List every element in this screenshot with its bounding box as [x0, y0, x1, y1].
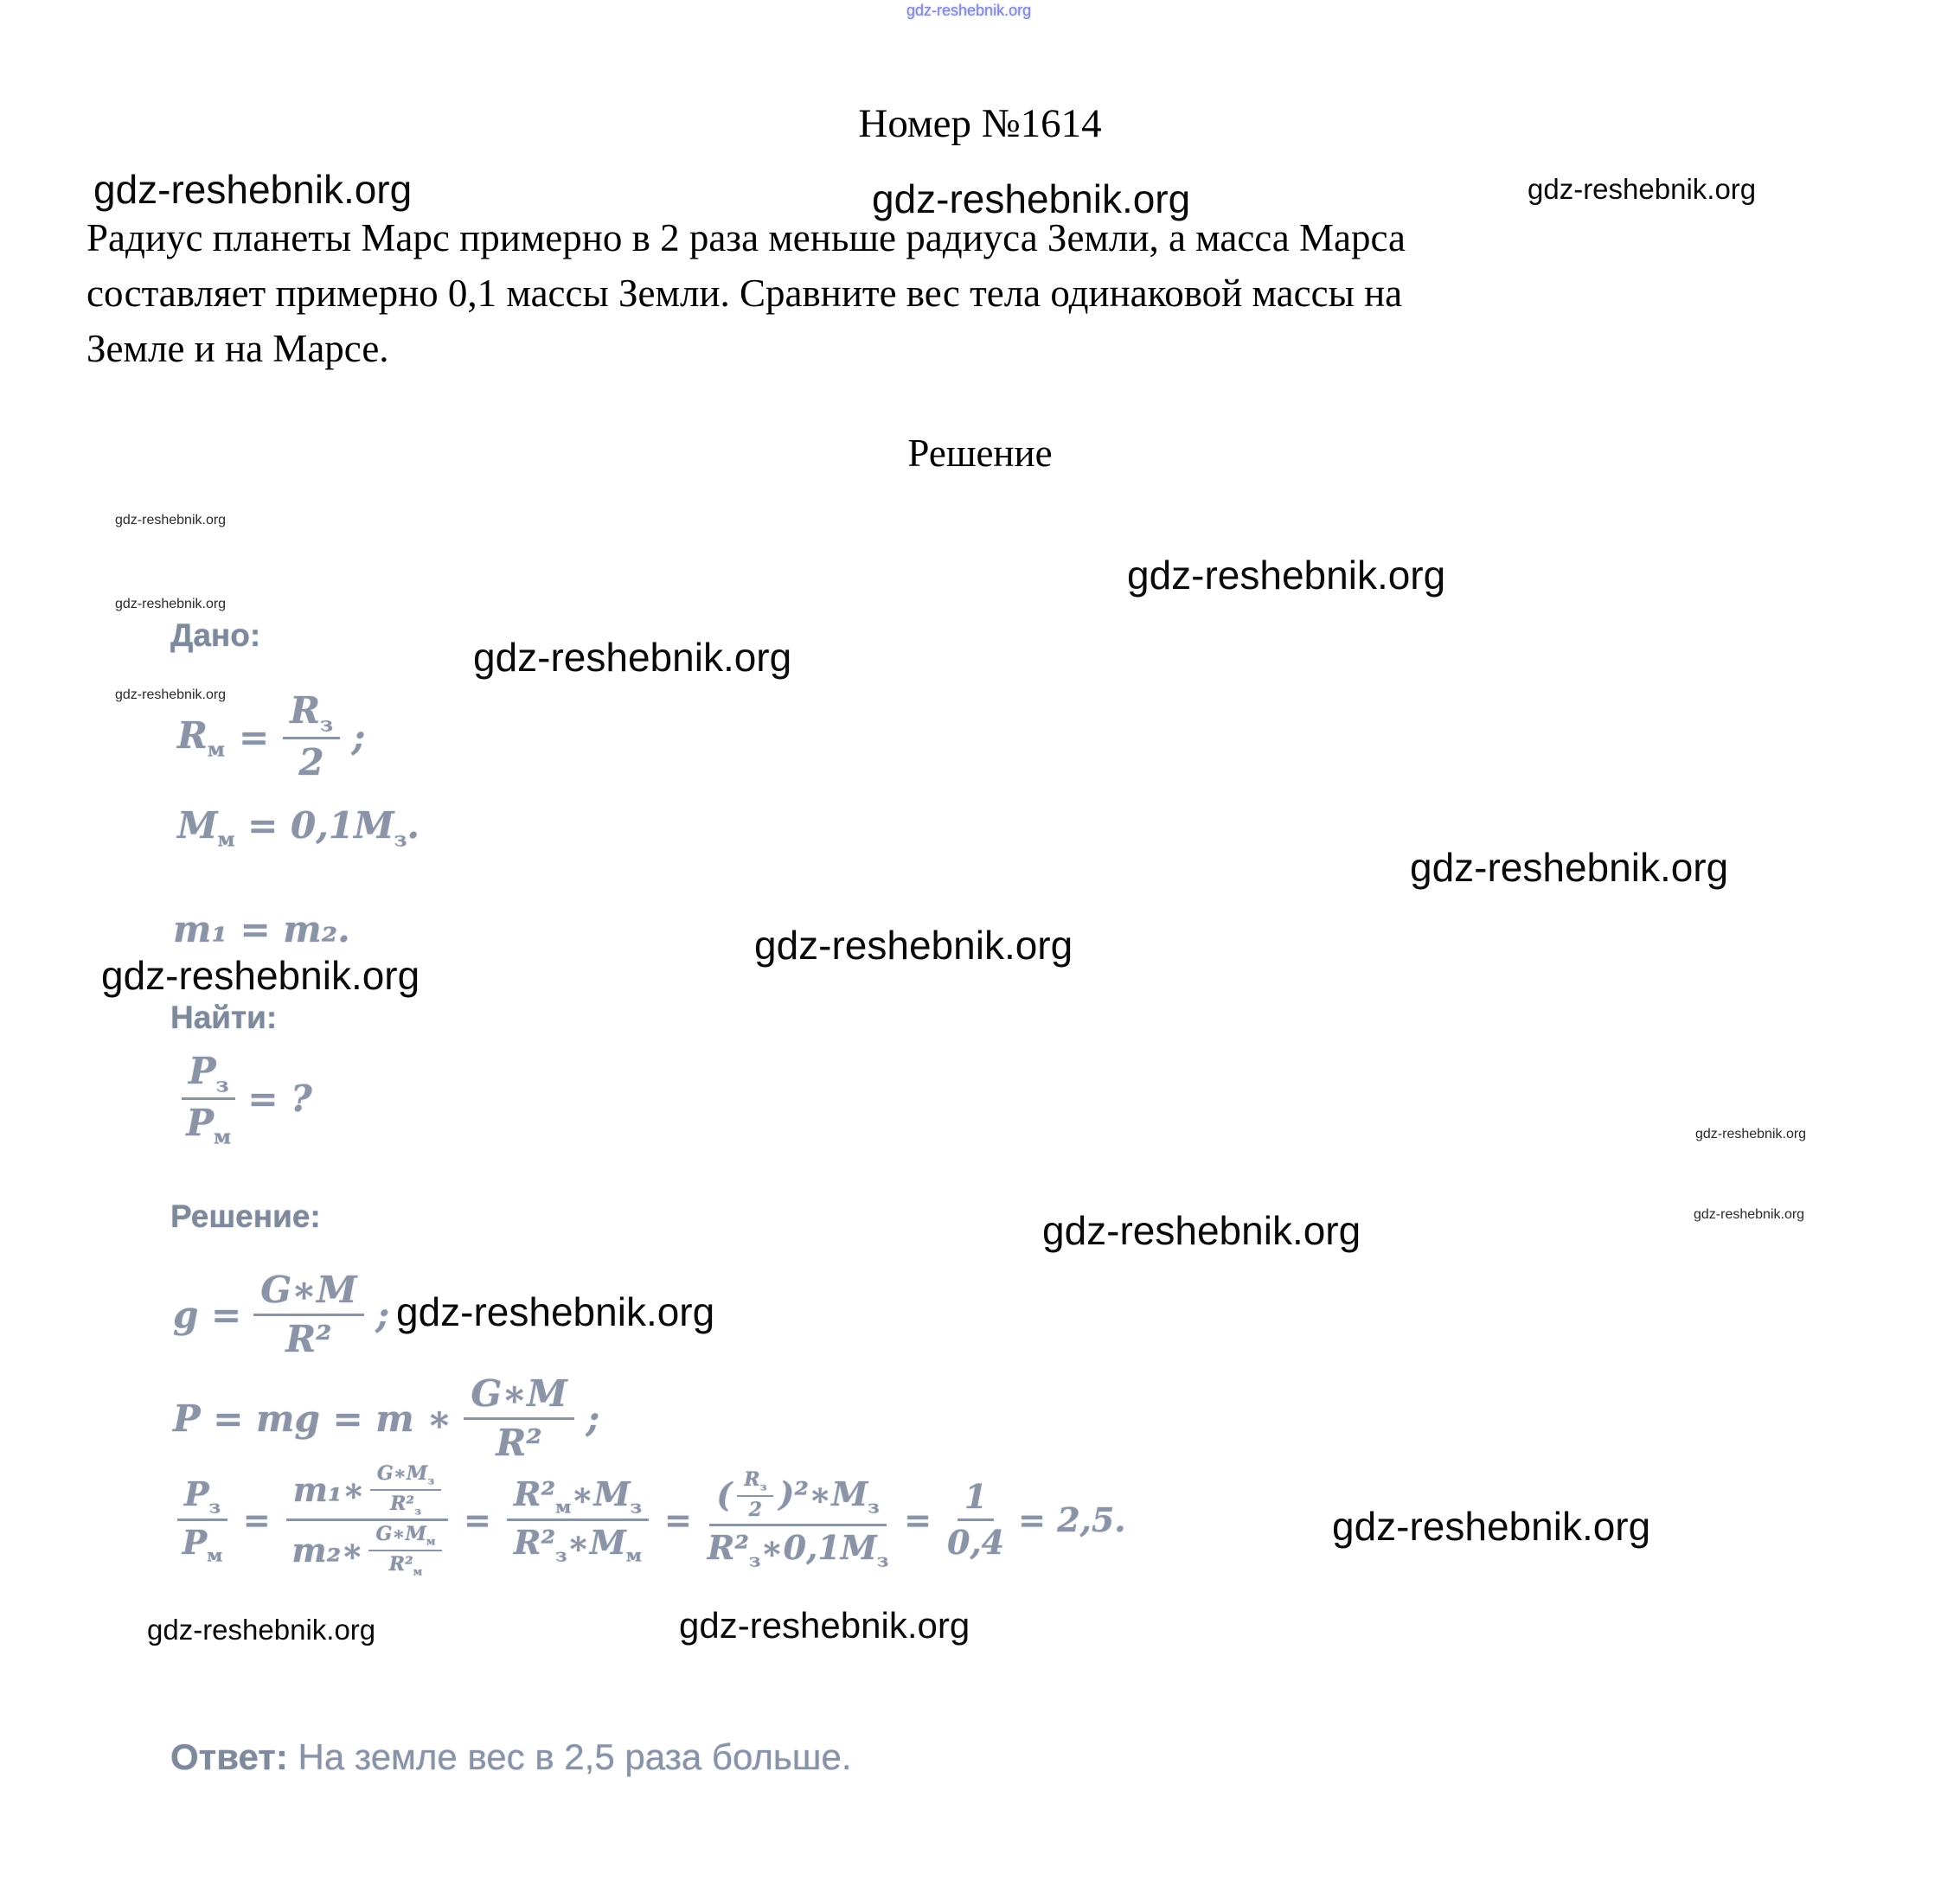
answer-text: На земле вес в 2,5 раза больше.	[298, 1736, 852, 1777]
solution-heading: Решение	[907, 432, 1053, 475]
formula-mars-mass: $M_м = 0,1M_з$.	[177, 804, 420, 852]
given-label: Дано:	[170, 617, 261, 653]
solve-label: Решение:	[170, 1199, 321, 1234]
formula-find-ratio: $\frac{P_з}{P_м}$ = ?	[182, 1051, 312, 1148]
formula-ratio-derivation: $\frac{P_з}{P_м}$ = m₁∗ $\frac{G∗M_з}{R^2_з}$ m₂∗ $\frac{G∗M_м}{R^2_м}$ = $\frac{R^2_м∗M_з}{R^2_з∗M_м}$ = ( $\frac{R_з}{2}$ )$^2∗M_з$ $R^2_з∗0,1M_з$ = $\frac{1}{0,4}$ = 2,5.	[177, 1463, 1126, 1576]
page-title: Номер №1614	[858, 101, 1102, 146]
watermark: gdz-reshebnik.org	[115, 687, 227, 702]
fraction: $\frac{1}{0,4}$	[947, 1477, 1005, 1563]
watermark: gdz-reshebnik.org	[1410, 845, 1729, 890]
watermark: gdz-reshebnik.org	[906, 2, 1032, 19]
watermark: gdz-reshebnik.org	[1528, 173, 1757, 205]
formula-mars-radius: $R_м$ = $\frac{R_з}{2}$ ;	[177, 689, 366, 784]
fraction: $\frac{G∗M}{\text{R²}}$	[464, 1373, 573, 1465]
fraction: $\frac{P_з}{P_м}$	[182, 1051, 235, 1148]
problem-line: составляет примерно 0,1 массы Земли. Сравните вес тела одинаковой массы на	[86, 271, 1403, 315]
formula-gravity: g = $\frac{G∗M}{\text{R²}}$ ;	[173, 1269, 390, 1361]
watermark: gdz-reshebnik.org	[872, 176, 1191, 221]
watermark: gdz-reshebnik.org	[1695, 1127, 1807, 1141]
problem-text	[86, 211, 1894, 377]
watermark: gdz-reshebnik.org	[93, 167, 413, 212]
fraction: $\frac{G∗M}{\text{R²}}$	[253, 1269, 363, 1361]
watermark: gdz-reshebnik.org	[1042, 1208, 1361, 1253]
fraction-nested: ( $\frac{R_з}{2}$ )$^2∗M_з$ $R^2_з∗0,1M_з$	[707, 1468, 889, 1571]
fraction: $\frac{P_з}{P_м}$	[177, 1475, 227, 1565]
watermark: gdz-reshebnik.org	[473, 635, 792, 680]
watermark: gdz-reshebnik.org	[754, 923, 1073, 968]
fraction-nested: m₁∗ $\frac{G∗M_з}{R^2_з}$ m₂∗ $\frac{G∗M_м}{R^2_м}$	[286, 1463, 448, 1576]
fraction: $\frac{R^2_м∗M_з}{R^2_з∗M_м}$	[507, 1475, 649, 1565]
watermark: gdz-reshebnik.org	[1332, 1504, 1651, 1549]
watermark: gdz-reshebnik.org	[679, 1605, 970, 1646]
problem-line: Земле и на Марсе.	[86, 326, 389, 370]
find-label: Найти:	[170, 1000, 278, 1035]
watermark: gdz-reshebnik.org	[147, 1614, 376, 1646]
watermark: gdz-reshebnik.org	[396, 1289, 715, 1334]
formula-weight: P = mg = m ∗ $\frac{G∗M}{\text{R²}}$ ;	[173, 1372, 600, 1465]
watermark: gdz-reshebnik.org	[115, 597, 227, 611]
answer-line	[170, 1736, 852, 1778]
answer-label: Ответ:	[170, 1736, 288, 1777]
watermark: gdz-reshebnik.org	[1694, 1207, 1805, 1222]
fraction: $\frac{R_з}{2}$	[283, 690, 340, 784]
watermark: gdz-reshebnik.org	[101, 953, 420, 998]
problem-line: Радиус планеты Марс примерно в 2 раза меньше радиуса Земли, а масса Марса	[86, 216, 1406, 259]
formula-equal-masses: m₁ = m₂.	[173, 908, 350, 950]
watermark: gdz-reshebnik.org	[1127, 553, 1446, 598]
watermark: gdz-reshebnik.org	[115, 513, 227, 528]
